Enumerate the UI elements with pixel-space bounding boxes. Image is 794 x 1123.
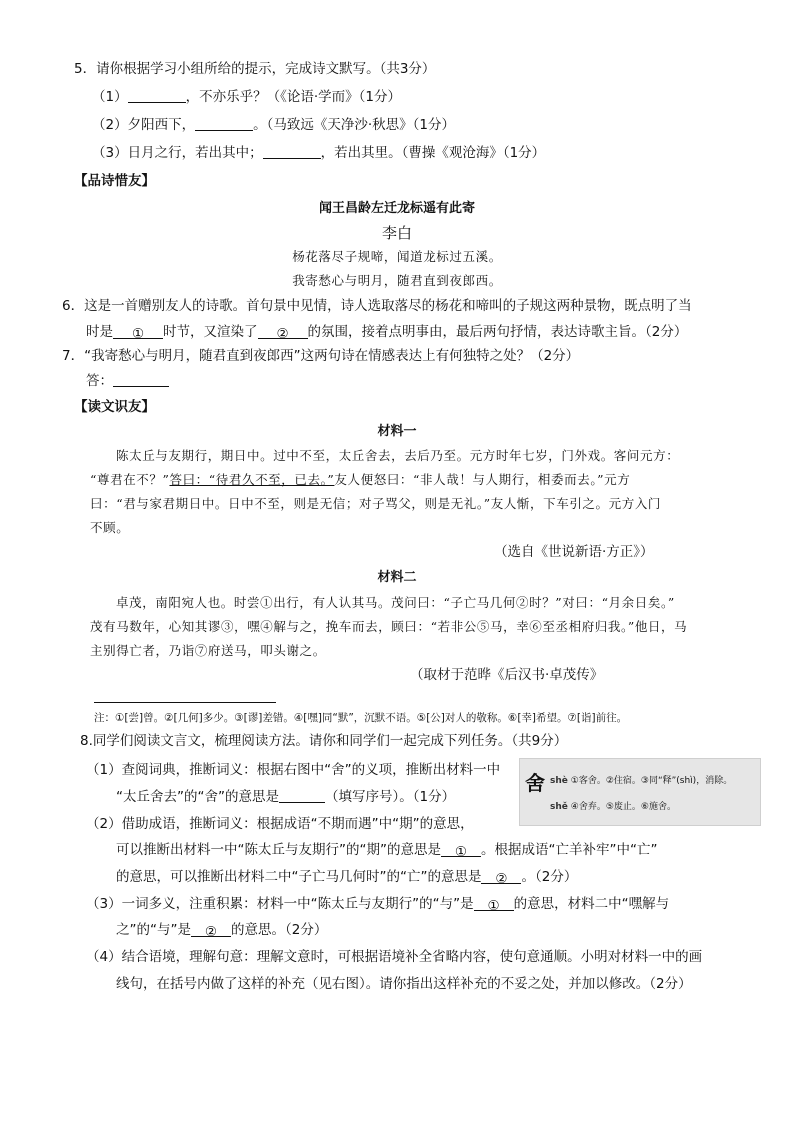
q8-p1-line1: （1）查阅词典，推断词义：根据右图中“舍”的义项，推断出材料一中 [86,762,501,778]
q5-l2-pre: （2）夕阳西下， [92,117,196,133]
q8-p3-blank1[interactable]: ① [474,896,514,911]
material1-l2-b: 友人便怒曰：“非人哉！与人期行，相委而去。”元方 [334,472,631,487]
q8-p2-blank1[interactable]: ① [441,842,481,857]
dictionary-pinyin-1: shè [550,776,568,786]
material2-line3: 主别得亡者，乃诣⑦府送马，叩头谢之。 [90,643,326,658]
poem-title: 闻王昌龄左迁龙标遥有此寄 [318,201,475,216]
poem-author: 李白 [381,224,412,242]
q8-p1-l2-a: “太丘舍去”的“舍”的意思是 [116,789,279,805]
section-header-poem: 【品诗惜友】 [74,173,155,189]
q8-p3-blank2[interactable]: ② [191,922,231,937]
q8-p4-line1: （4）结合语境，理解句意：理解文意时，可根据语境补全省略内容，使句意通顺。小明对材料一中的画 [86,949,703,965]
material2-line1: 卓茂，南阳宛人也。时尝①出行，有人认其马。茂问曰：“子亡马几何②时？”对曰：“月余日矣。” [116,595,675,610]
material1-l2-a: “尊君在不？” [90,472,170,487]
dictionary-entry-box [519,758,761,826]
q6-blank1[interactable]: ① [113,324,163,339]
material1-line2 [90,470,630,490]
q7-answer-label: 答： [86,373,113,389]
q8-p2-line1: （2）借助成语，推断词义：根据成语“不期而遇”中“期”的意思， [86,816,474,832]
q8-p2-l3-b: 。（2分） [521,869,578,885]
q8-p2-line3 [116,867,577,887]
q5-l1-pre: （1） [92,89,128,105]
q6-line2 [86,322,687,342]
material1-line4: 不顾。 [90,520,130,535]
q8-title: 8.同学们阅读文言文，梳理阅读方法。请你和同学们一起完成下列任务。（共9分） [80,733,568,749]
q8-p3-line2 [116,920,327,940]
q6-blank2[interactable]: ② [258,324,308,339]
q8-p2-l2-b: 。根据成语“亡羊补牢”中“亡” [480,842,658,858]
material2-title: 材料二 [377,570,417,585]
material2-line2: 茂有马数年，心知其谬③，嘿④解与之，挽车而去，顾曰：“若非公⑤马，幸⑥至丞相府归我。”他日，马 [90,619,688,634]
material1-underlined-sentence: 答曰：“待君久不至，已去。” [169,472,335,487]
q5-line1 [92,87,401,107]
q8-p3-l2-a: 之”的“与”是 [116,922,191,938]
q8-p1-line2 [116,787,455,807]
q8-p2-blank2[interactable]: ② [481,869,521,884]
footnotes: 注：①[尝]曾。②[几何]多少。③[谬]差错。④[嘿]同“默”，沉默不语。⑤[公]对人的敬称。⑥[幸]希望。⑦[诣]前往。 [94,712,628,724]
q6-l2-b: 时节，又渲染了 [163,324,258,340]
q8-p3-l1-a: （3）一词多义，注重积累：材料一中“陈太丘与友期行”的“与”是 [86,896,474,912]
dictionary-pinyin-2: shě [550,802,568,812]
q5-blank1[interactable] [128,88,186,103]
q8-p1-l2-b: （填写序号）。（1分） [324,789,456,805]
q5-blank3[interactable] [263,144,321,159]
q8-p4-line2: 线句，在括号内做了这样的补充（见右图）。请你指出这样补充的不妥之处，并加以修改。（2分） [116,976,692,992]
q5-title: 5．请你根据学习小组所给的提示，完成诗文默写。（共3分） [74,61,436,77]
material1-title: 材料一 [377,424,417,439]
q5-l1-post: ，不亦乐乎？（《论语·学而》（1分） [185,89,401,105]
section-header-text: 【读文识友】 [74,399,155,415]
q5-line2 [92,115,455,135]
q5-l2-post: 。（马致远《天净沙·秋思》（1分） [253,117,455,133]
q5-line3 [92,143,545,163]
q5-blank2[interactable] [195,116,253,131]
q5-l3-post: ，若出其里。（曹操《观沧海》（1分） [320,145,546,161]
footnote-divider [94,702,276,703]
q5-l3-pre: （3）日月之行，若出其中； [92,145,263,161]
q8-p2-l3-a: 的意思，可以推断出材料二中“子亡马几何时”的“亡”的意思是 [116,869,482,885]
dictionary-row-she3 [550,799,676,812]
q7-answer-line [86,371,169,391]
q8-p1-blank[interactable] [279,788,325,803]
poem-line1: 杨花落尽子规啼，闻道龙标过五溪。 [292,249,502,264]
q7-answer-blank[interactable] [113,372,169,387]
material2-source: （取材于范晔《后汉书·卓茂传》 [410,667,604,683]
q8-p3-l1-b: 的意思，材料二中“嘿解与 [513,896,670,912]
poem-line2: 我寄愁心与明月，随君直到夜郎西。 [292,273,502,288]
q8-p3-l2-b: 的意思。（2分） [230,922,328,938]
q8-p2-l2-a: 可以推断出材料一中“陈太丘与友期行”的“期”的意思是 [116,842,441,858]
dictionary-row-she4 [550,773,732,786]
q6-l2-a: 时是 [86,324,113,340]
q8-p2-line2 [116,840,657,860]
dictionary-senses-2: ④舍弃。⑤废止。⑥施舍。 [570,802,676,812]
q6-line1: 6．这是一首赠别友人的诗歌。首句景中见情，诗人选取落尽的杨花和啼叫的子规这两种景物，既点明了当 [62,298,692,314]
dictionary-senses-1: ①客舍。②住宿。③同“释”(shì)，消除。 [570,776,733,786]
q7-question: 7．“我寄愁心与明月，随君直到夜郎西”这两句诗在情感表达上有何独特之处？（2分） [62,348,580,364]
q6-l2-c: 的氛围，接着点明事由，最后两句抒情，表达诗歌主旨。（2分） [307,324,688,340]
material1-line3: 曰：“君与家君期日中。日中不至，则是无信；对子骂父，则是无礼。”友人惭，下车引之。元方入门 [90,496,662,511]
material1-source: （选自《世说新语·方正》） [494,544,654,560]
material1-line1: 陈太丘与友期行，期日中。过中不至，太丘舍去，去后乃至。元方时年七岁，门外戏。客问元方： [116,448,680,463]
dictionary-character: 舍 [525,771,545,795]
q8-p3-line1 [86,894,669,914]
